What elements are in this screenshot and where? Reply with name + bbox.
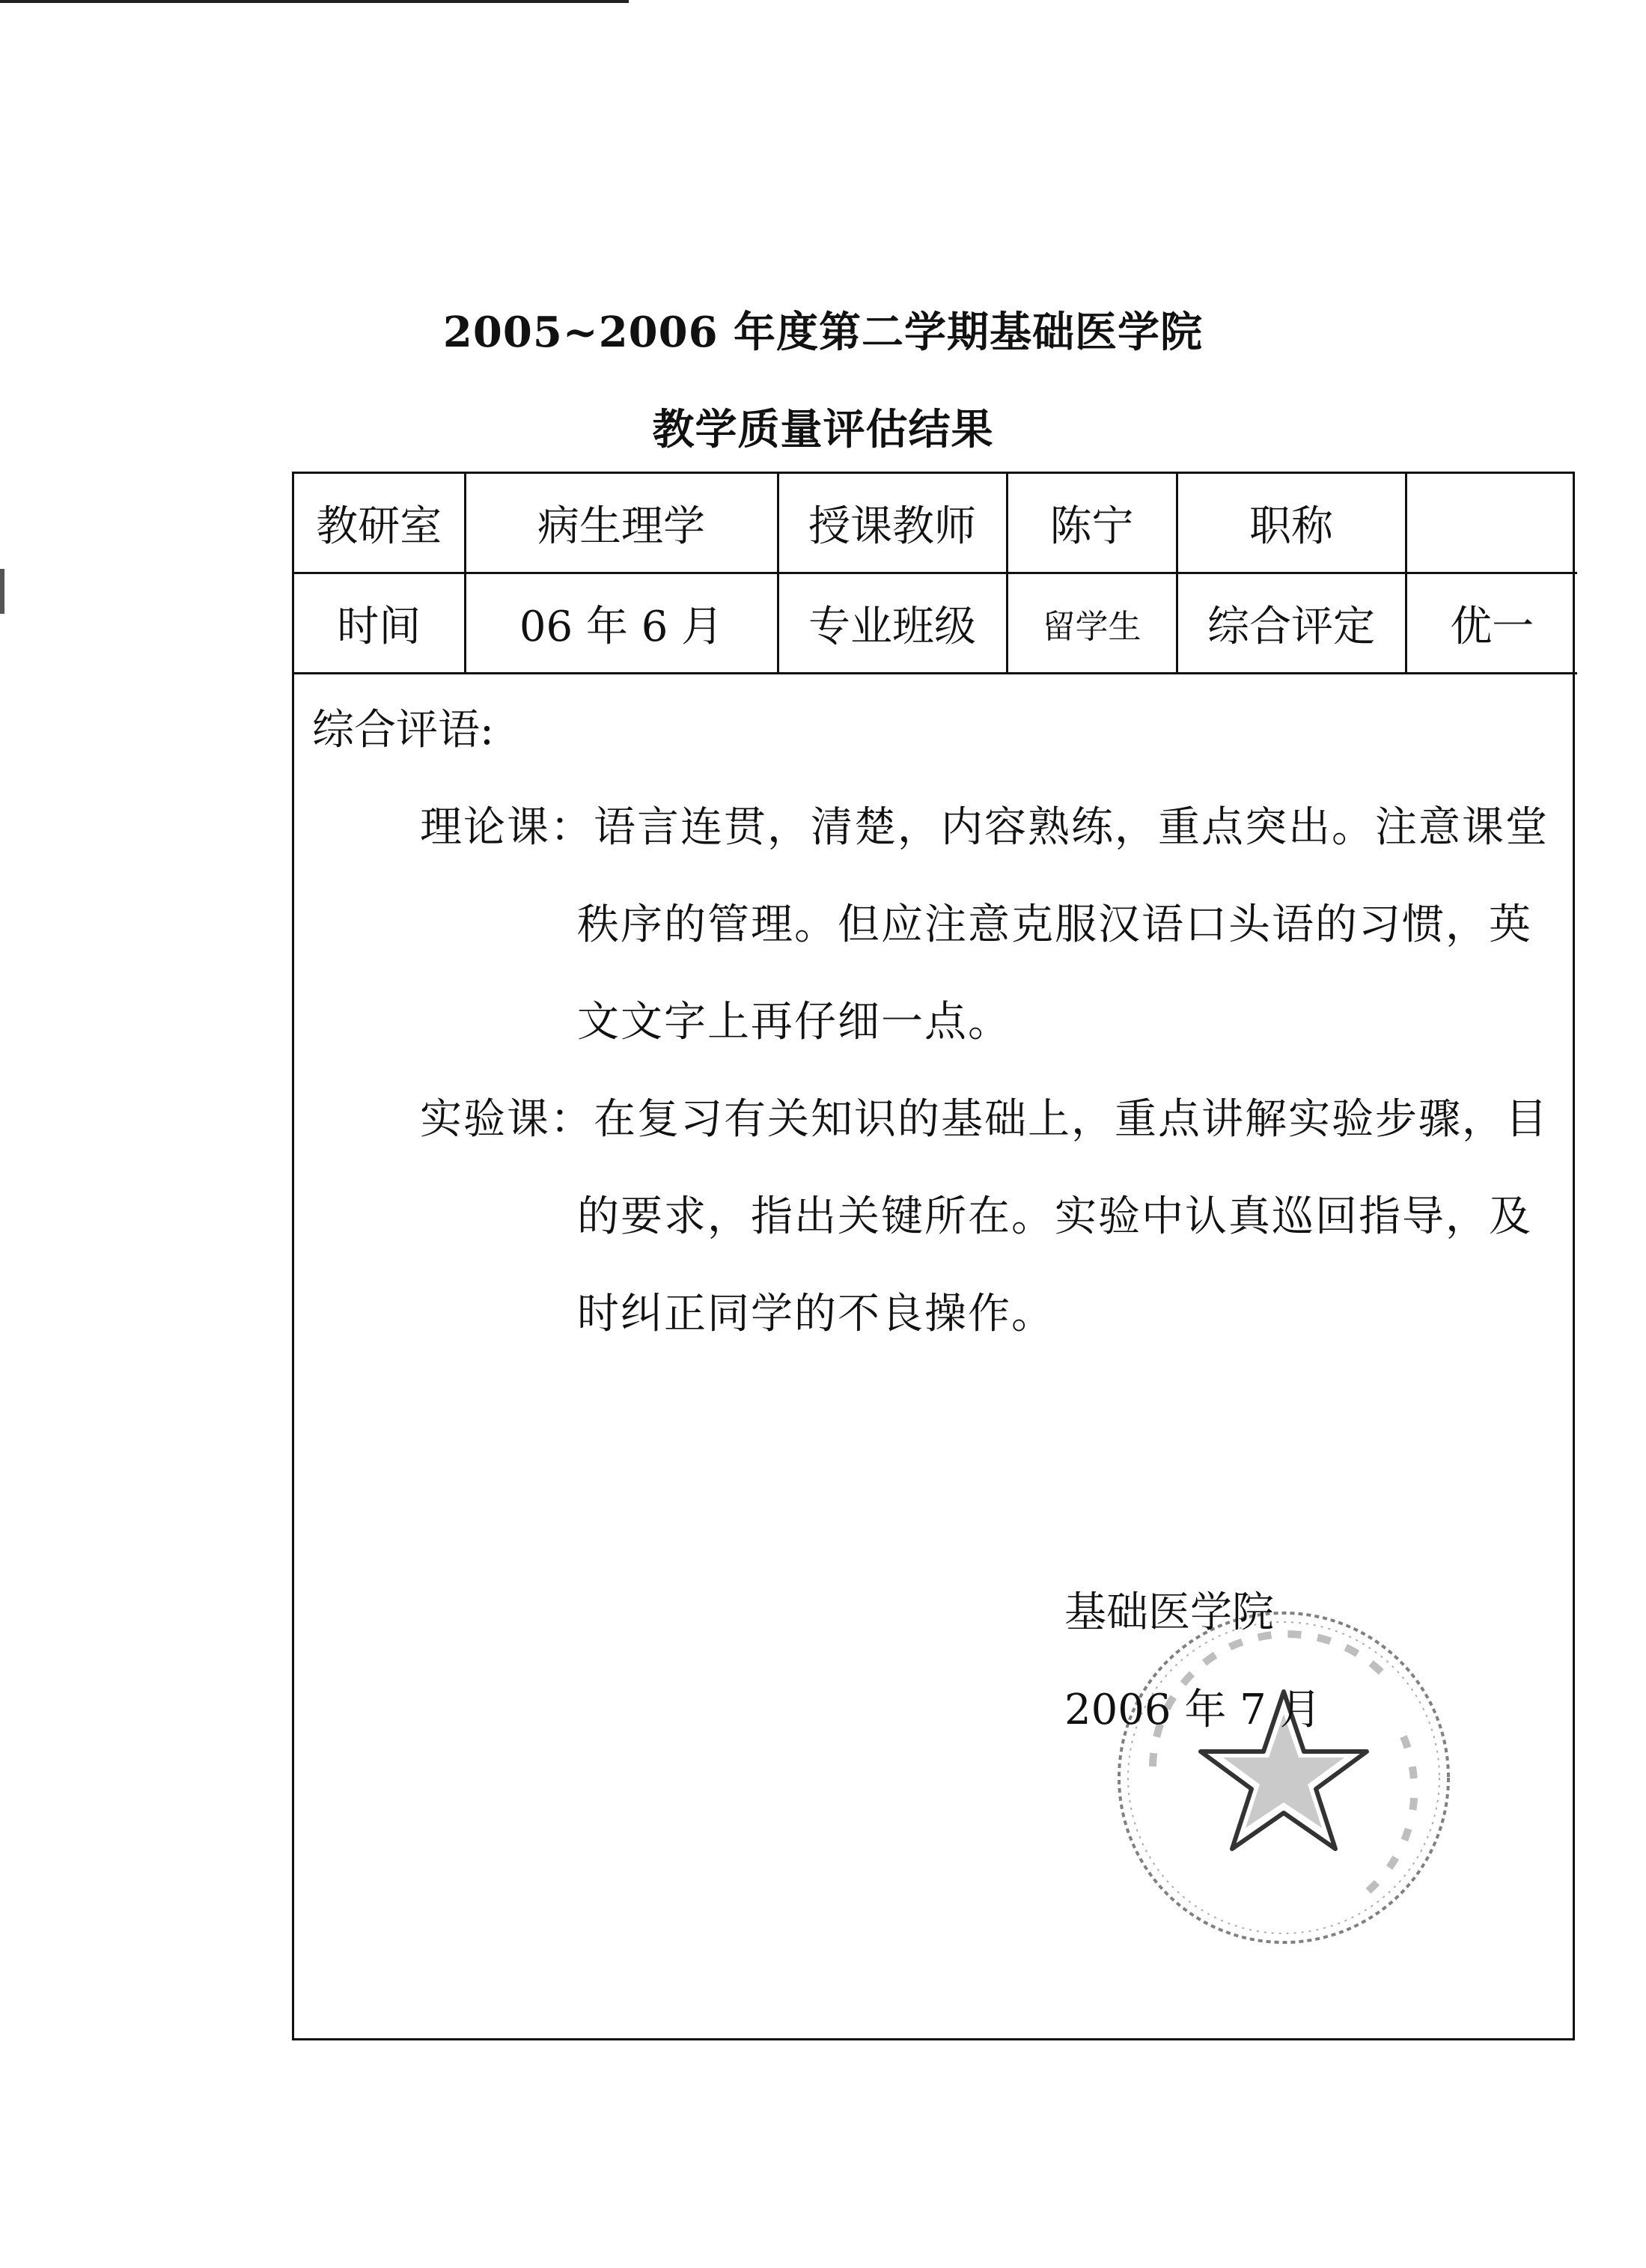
signature-org: 基础医学院 bbox=[1064, 1588, 1274, 1637]
comments-label: 综合评语: bbox=[312, 706, 494, 755]
rank-value bbox=[1406, 474, 1577, 573]
lab-comment-line: 实验课：在复习有关知识的基础上，重点讲解实验步骤，目 bbox=[420, 1095, 1549, 1144]
dept-label: 教研室 bbox=[294, 474, 465, 573]
signature-date: 2006 年 7 月 bbox=[1064, 1686, 1322, 1734]
theory-comment-line: 理论课：语言连贯，清楚，内容熟练，重点突出。注意课堂 bbox=[420, 803, 1549, 852]
rank-label: 职称 bbox=[1177, 474, 1406, 573]
header-row bbox=[294, 573, 1577, 674]
teacher-value: 陈宁 bbox=[1007, 474, 1177, 573]
scan-edge-mark bbox=[0, 569, 4, 614]
class-value: 留学生 bbox=[1007, 573, 1177, 674]
header-table bbox=[294, 474, 1577, 674]
dept-value: 病生理学 bbox=[465, 474, 778, 573]
scan-border-line bbox=[0, 0, 629, 3]
rating-value: 优一 bbox=[1406, 573, 1577, 674]
theory-comment-line: 文文字上再仔细一点。 bbox=[577, 998, 1011, 1046]
class-label: 专业班级 bbox=[778, 573, 1007, 674]
lab-comment-line: 的要求，指出关键所在。实验中认真巡回指导，及 bbox=[577, 1192, 1532, 1241]
time-value: 06 年 6 月 bbox=[465, 573, 778, 674]
official-seal-icon bbox=[1108, 1602, 1460, 1954]
lab-comment-line: 时纠正同学的不良操作。 bbox=[577, 1290, 1055, 1338]
header-row bbox=[294, 474, 1577, 573]
document-title: 2005~2006 年度第二学期基础医学院 bbox=[442, 308, 1204, 357]
rating-label: 综合评定 bbox=[1177, 573, 1406, 674]
teacher-label: 授课教师 bbox=[778, 474, 1007, 573]
time-label: 时间 bbox=[294, 573, 465, 674]
document-subtitle: 教学质量评估结果 bbox=[652, 405, 994, 454]
theory-comment-line: 秩序的管理。但应注意克服汉语口头语的习惯，英 bbox=[577, 900, 1532, 949]
